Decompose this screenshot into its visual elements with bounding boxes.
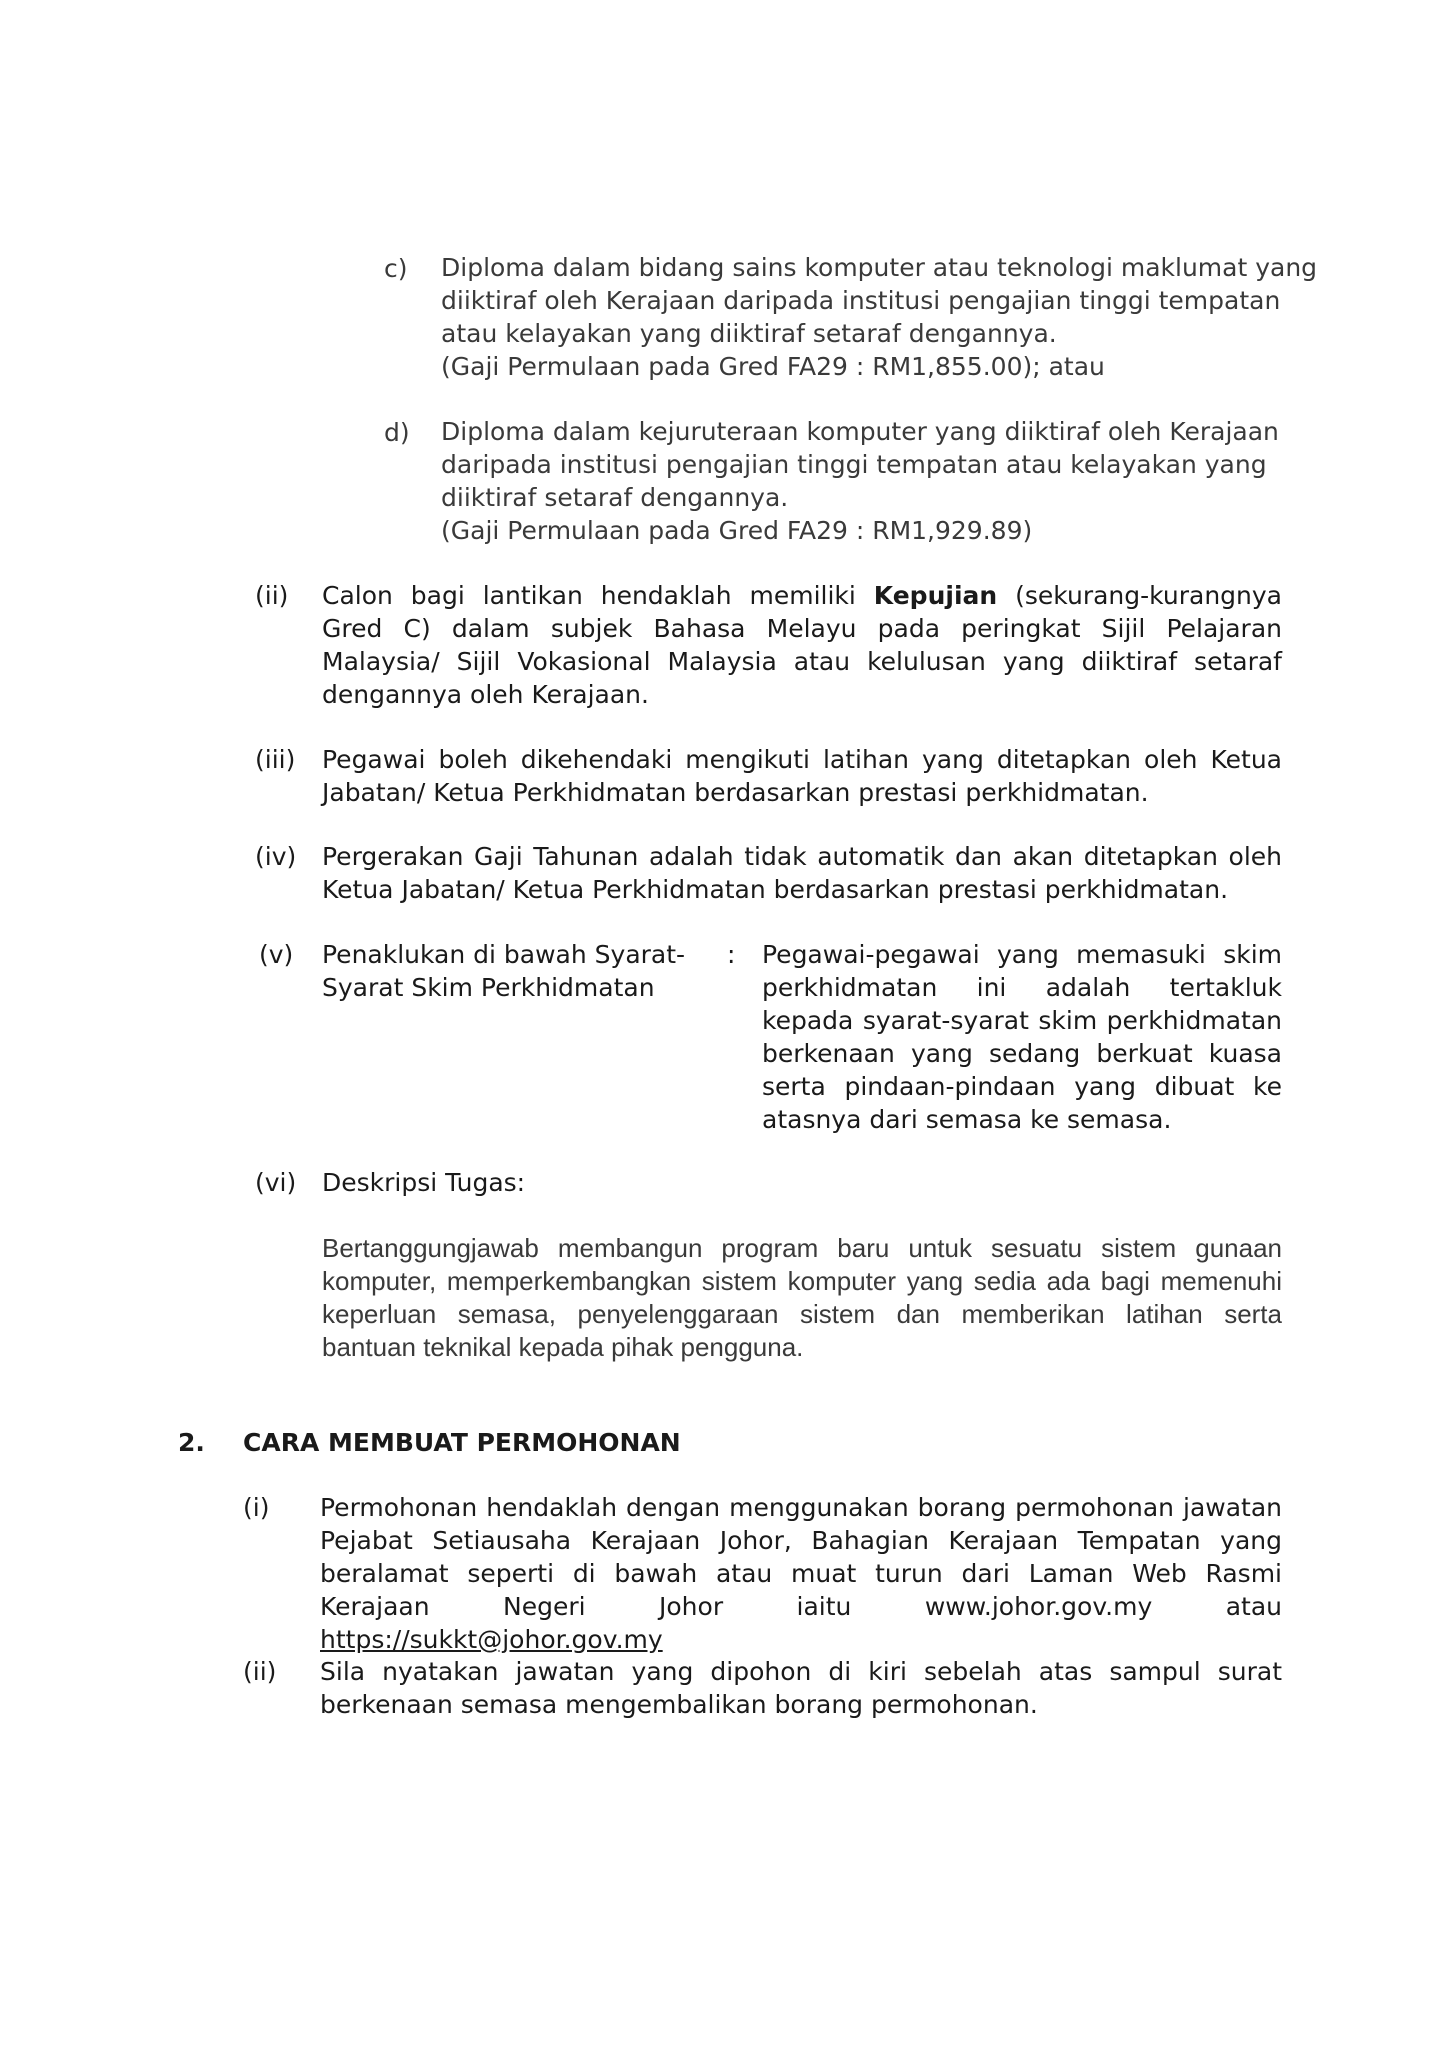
sub-item-c-line: atau kelayakan yang diiktiraf setaraf dengannya. (441, 319, 1057, 348)
sub-item-d-label: d) (384, 418, 410, 447)
sub-item-c-text (441, 251, 1321, 383)
item-vi-title: Deskripsi Tugas: (322, 1168, 526, 1197)
sub-item-d-line: diiktiraf setaraf dengannya. (441, 483, 789, 512)
item-v-term-line: Syarat Skim Perkhidmatan (322, 973, 655, 1002)
item-ii-bold: Kepujian (873, 581, 998, 610)
section2-item-ii-text: Sila nyatakan jawatan yang dipohon di kiri sebelah atas sampul surat berkenaan semasa mengembalikan borang permohonan. (320, 1657, 1282, 1719)
sub-item-c-salary: (Gaji Permulaan pada Gred FA29 : RM1,855.00); atau (441, 352, 1105, 381)
section2-item-i-body: Permohonan hendaklah dengan menggunakan borang permohonan jawatan Pejabat Setiausaha Kerajaan Johor, Bahagian Kerajaan Tempatan yang beralamat seperti di bawah atau muat turun dari Laman Web Rasmi Kerajaan Negeri Johor iaitu www.johor.gov.my atau (320, 1493, 1282, 1621)
item-v-colon: : (727, 940, 736, 969)
item-ii-label: (ii) (255, 581, 289, 610)
section-title: CARA MEMBUAT PERMOHONAN (243, 1428, 681, 1457)
section2-item-i-text (320, 1491, 1282, 1656)
item-vi-description: Bertanggungjawab membangun program baru untuk sesuatu sistem gunaan komputer, memperkembangkan sistem komputer yang sedia ada bagi memenuhi keperluan semasa, penyelenggaraan sistem dan memberikan latihan serta bantuan teknikal kepada pihak pengguna. (322, 1233, 1282, 1362)
section2-item-ii-label: (ii) (243, 1657, 277, 1686)
sub-item-c-line: diiktiraf oleh Kerajaan daripada institusi pengajian tinggi tempatan (441, 286, 1281, 315)
section-number: 2. (178, 1428, 205, 1457)
section2-item-i-label: (i) (243, 1493, 270, 1522)
sub-item-c-label: c) (384, 254, 408, 283)
item-iii-label: (iii) (255, 745, 296, 774)
sub-item-d-text (441, 415, 1321, 547)
item-ii-text-before: Calon bagi lantikan hendaklah memiliki (322, 581, 874, 610)
item-iii-text: Pegawai boleh dikehendaki mengikuti latihan yang ditetapkan oleh Ketua Jabatan/ Ketua Perkhidmatan berdasarkan prestasi perkhidmatan. (322, 745, 1282, 807)
item-v-term (322, 938, 702, 1004)
item-v-definition: Pegawai-pegawai yang memasuki skim perkhidmatan ini adalah tertakluk kepada syarat-syarat skim perkhidmatan berkenaan yang sedang berkuat kuasa serta pindaan-pindaan yang dibuat ke atasnya dari semasa ke semasa. (762, 940, 1282, 1134)
sub-item-d-salary: (Gaji Permulaan pada Gred FA29 : RM1,929.89) (441, 516, 1033, 545)
sub-item-d-line: Diploma dalam kejuruteraan komputer yang diiktiraf oleh Kerajaan (441, 417, 1279, 446)
item-ii-text (322, 579, 1282, 711)
item-iv-text: Pergerakan Gaji Tahunan adalah tidak automatik dan akan ditetapkan oleh Ketua Jabatan/ Ketua Perkhidmatan berdasarkan prestasi perkhidmatan. (322, 842, 1282, 904)
sub-item-c-line: Diploma dalam bidang sains komputer atau teknologi maklumat yang (441, 253, 1318, 282)
item-v-label: (v) (259, 940, 294, 969)
item-vi-label: (vi) (255, 1168, 297, 1197)
item-ii-text-after: (sekurang-kurangnya Gred C) dalam subjek Bahasa Melayu pada peringkat Sijil Pelajaran Malaysia/ Sijil Vokasional Malaysia atau kelulusan yang diiktiraf setaraf dengannya oleh Kerajaan. (322, 581, 1282, 709)
item-v-term-line: Penaklukan di bawah Syarat- (322, 940, 686, 969)
item-iv-label: (iv) (255, 842, 297, 871)
application-link[interactable]: https://sukkt@johor.gov.my (320, 1625, 663, 1654)
sub-item-d-line: daripada institusi pengajian tinggi tempatan atau kelayakan yang (441, 450, 1267, 479)
